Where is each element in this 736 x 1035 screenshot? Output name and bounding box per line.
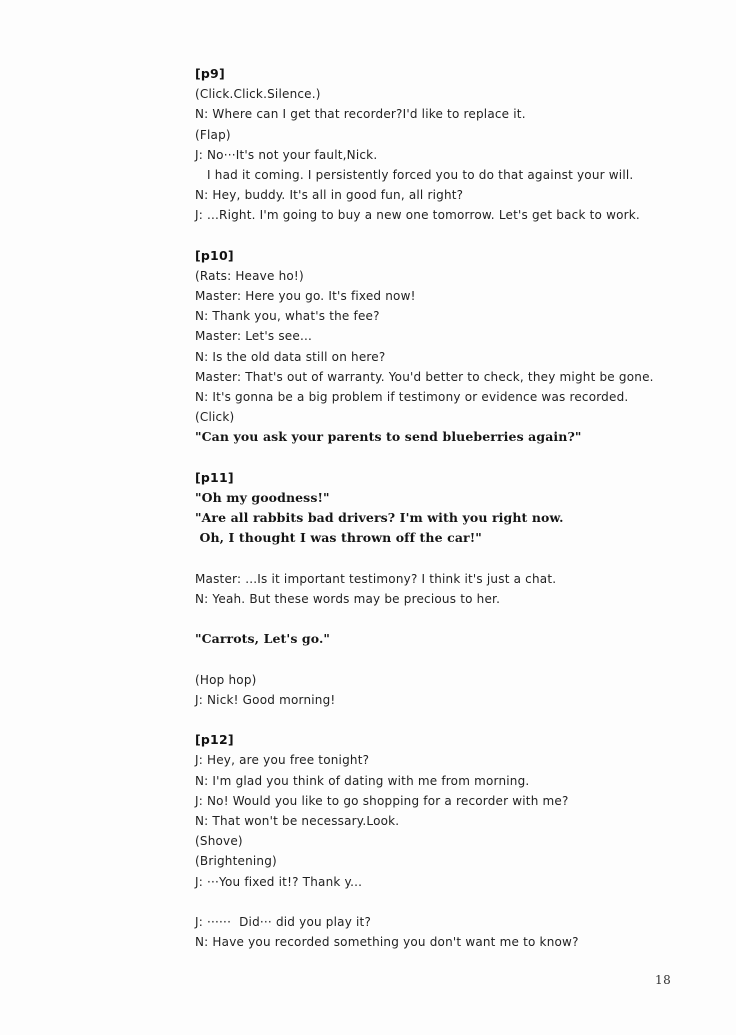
script-line: N: It's gonna be a big problem if testimony or evidence was recorded. [195, 390, 629, 404]
script-line: N: Where can I get that recorder?I'd like to replace it. [195, 107, 526, 122]
script-line: J: ···You fixed it!? Thank y... [195, 874, 363, 889]
script-line: "Carrots, Let's go." [195, 631, 331, 647]
script-line: (Click.Click.Silence.) [195, 87, 321, 102]
script-line: (Click) [195, 410, 235, 425]
script-line: N: Have you recorded something you don't want me to know? [195, 935, 579, 950]
script-line: J: Nick! Good morning! [195, 692, 336, 707]
script-line: [p10] [195, 247, 234, 263]
script-line: N: Hey, buddy. It's all in good fun, all right? [195, 188, 464, 203]
script-line: [p9] [195, 66, 225, 81]
script-line: (Rats: Heave ho!) [195, 268, 304, 283]
script-line: N: I'm glad you think of dating with me from morning. [195, 773, 530, 788]
script-line: Master: That's out of warranty. You'd better to check, they might be gone. [195, 369, 654, 384]
script-line: J: Hey, are you free tonight? [195, 753, 370, 768]
script-line: Master: Let's see... [195, 329, 313, 344]
script-line: I had it coming. I persistently forced you to do that against your will. [195, 167, 634, 182]
page-number: 18 [655, 973, 672, 987]
script-text-block [195, 64, 705, 952]
blank-line [195, 549, 705, 569]
script-line: [p12] [195, 732, 234, 748]
script-line: N: Yeah. But these words may be precious to her. [195, 591, 501, 606]
script-line: Oh, I thought I was thrown off the car!" [195, 530, 482, 546]
script-line: (Hop hop) [195, 672, 257, 687]
script-line: J: ...Right. I'm going to buy a new one tomorrow. Let's get back to work. [195, 208, 640, 223]
script-line: (Flap) [195, 127, 231, 142]
blank-line [195, 448, 705, 468]
script-line: N: Is the old data still on here? [195, 349, 386, 364]
script-line: "Can you ask your parents to send blueberries again?" [195, 429, 582, 445]
script-line: (Brightening) [195, 854, 277, 869]
script-line: J: ······ Did··· did you play it? [195, 914, 372, 929]
blank-line [195, 226, 705, 246]
blank-line [195, 710, 705, 730]
script-line: "Oh my goodness!" [195, 489, 330, 505]
blank-line [195, 892, 705, 912]
script-line: N: That won't be necessary.Look. [195, 813, 400, 828]
script-line: N: Thank you, what's the fee? [195, 309, 380, 324]
blank-line [195, 649, 705, 669]
script-line: Master: ...Is it important testimony? I think it's just a chat. [195, 571, 557, 586]
blank-line [195, 609, 705, 629]
script-line: (Shove) [195, 834, 243, 849]
script-line: J: No! Would you like to go shopping for a recorder with me? [195, 793, 569, 808]
script-line: [p11] [195, 469, 234, 485]
script-line: Master: Here you go. It's fixed now! [195, 289, 416, 304]
script-line: "Are all rabbits bad drivers? I'm with you right now. [195, 510, 564, 526]
script-line: J: No···It's not your fault,Nick. [195, 147, 378, 162]
